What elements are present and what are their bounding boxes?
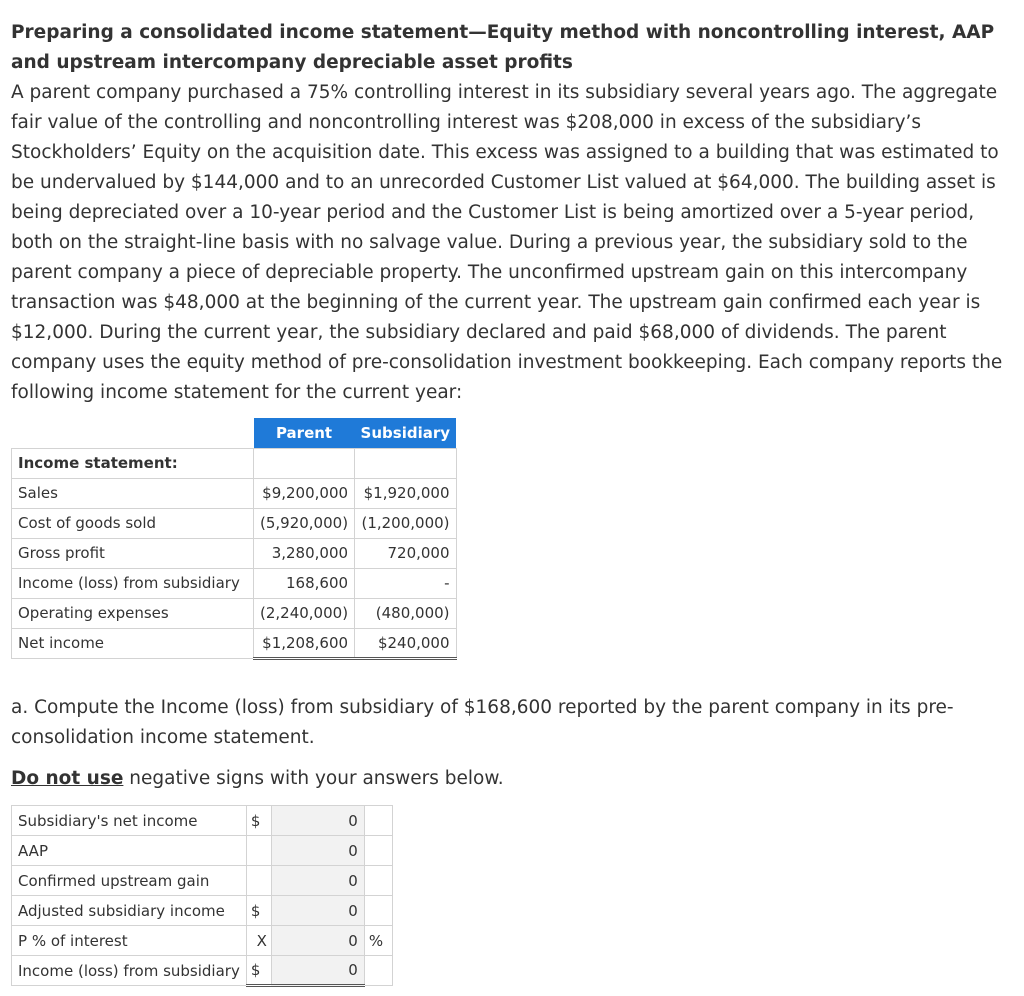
table-row: [12, 538, 457, 568]
income-statement-table: [11, 418, 457, 660]
unit-cell: [364, 866, 392, 896]
row-label: Gross profit: [12, 538, 254, 568]
row-label: Income (loss) from subsidiary: [12, 568, 254, 598]
answer-input[interactable]: 0: [271, 866, 364, 896]
parent-value: 168,600: [254, 568, 355, 598]
row-label: Sales: [12, 478, 254, 508]
answer-row: [12, 836, 393, 866]
table-row: [12, 448, 457, 478]
answer-row: [12, 806, 393, 836]
unit-cell: [364, 896, 392, 926]
answer-label: Subsidiary's net income: [12, 806, 247, 836]
multiply-operator: X: [246, 926, 271, 956]
table-row: [12, 508, 457, 538]
empty-cell: [254, 448, 355, 478]
parent-value: (5,920,000): [254, 508, 355, 538]
subsidiary-value: (480,000): [355, 598, 456, 628]
answer-input[interactable]: 0: [271, 806, 364, 836]
unit-cell: [364, 806, 392, 836]
answer-label: Confirmed upstream gain: [12, 866, 247, 896]
answer-row: [12, 866, 393, 896]
answer-table: [11, 805, 393, 987]
currency-symbol: [246, 836, 271, 866]
percent-unit: %: [364, 926, 392, 956]
header-blank-cell: [12, 418, 254, 448]
section-label: Income statement:: [12, 448, 254, 478]
table-row: [12, 628, 457, 658]
instruction: [11, 764, 504, 794]
problem-text: A parent company purchased a 75% controlling interest in its subsidiary several years ago. The aggregate fair value of the controlling and noncontrolling interest was $208,000 in excess of the subsidiary’s Stockholders’ Equity on the acquisition date. This excess was assigned to a building that was estimated to be undervalued by $144,000 and to an unrecorded Customer List valued at $64,000. The building asset is being depreciated over a 10-year period and the Customer List is being amortized over a 5-year period, both on the straight-line basis with no salvage value. During a previous year, the subsidiary sold to the parent company a piece of depreciable property. The unconfirmed upstream gain on this intercompany transaction was $48,000 at the beginning of the current year. The upstream gain confirmed each year is $12,000. During the current year, the subsidiary declared and paid $68,000 of dividends. The parent company uses the equity method of pre-consolidation investment bookkeeping. Each company reports the following income statement for the current year:: [11, 82, 1003, 403]
parent-value: $9,200,000: [254, 478, 355, 508]
problem-title: Preparing a consolidated income statement—Equity method with noncontrolling interest, AAP and upstream intercompany depreciable asset profits: [11, 22, 995, 73]
table-header-row: [12, 418, 457, 448]
currency-symbol: [246, 866, 271, 896]
unit-cell: [364, 956, 392, 986]
currency-symbol: $: [246, 806, 271, 836]
header-subsidiary: Subsidiary: [355, 418, 456, 448]
empty-cell: [355, 448, 456, 478]
parent-value: 3,280,000: [254, 538, 355, 568]
subsidiary-value: $240,000: [355, 628, 456, 658]
parent-value: (2,240,000): [254, 598, 355, 628]
answer-input[interactable]: 0: [271, 926, 364, 956]
row-label: Operating expenses: [12, 598, 254, 628]
table-row: [12, 598, 457, 628]
table-row: [12, 568, 457, 598]
subsidiary-value: 720,000: [355, 538, 456, 568]
subsidiary-value: $1,920,000: [355, 478, 456, 508]
header-parent: Parent: [254, 418, 355, 448]
currency-symbol: $: [246, 956, 271, 986]
row-label: Net income: [12, 628, 254, 658]
table-row: [12, 478, 457, 508]
answer-input[interactable]: 0: [271, 956, 364, 986]
row-label: Cost of goods sold: [12, 508, 254, 538]
answer-row: [12, 896, 393, 926]
answer-row: [12, 956, 393, 986]
answer-input[interactable]: 0: [271, 896, 364, 926]
answer-label: AAP: [12, 836, 247, 866]
answer-label: Income (loss) from subsidiary: [12, 956, 247, 986]
subsidiary-value: -: [355, 568, 456, 598]
subsidiary-value: (1,200,000): [355, 508, 456, 538]
answer-input[interactable]: 0: [271, 836, 364, 866]
parent-value: $1,208,600: [254, 628, 355, 658]
answer-label: Adjusted subsidiary income: [12, 896, 247, 926]
unit-cell: [364, 836, 392, 866]
currency-symbol: $: [246, 896, 271, 926]
instruction-emphasis: Do not use: [11, 768, 124, 789]
instruction-text: negative signs with your answers below.: [123, 768, 504, 789]
question-a: a. Compute the Income (loss) from subsidiary of $168,600 reported by the parent company in its pre-consolidation income statement.: [11, 697, 954, 748]
answer-label: P % of interest: [12, 926, 247, 956]
answer-row: [12, 926, 393, 956]
